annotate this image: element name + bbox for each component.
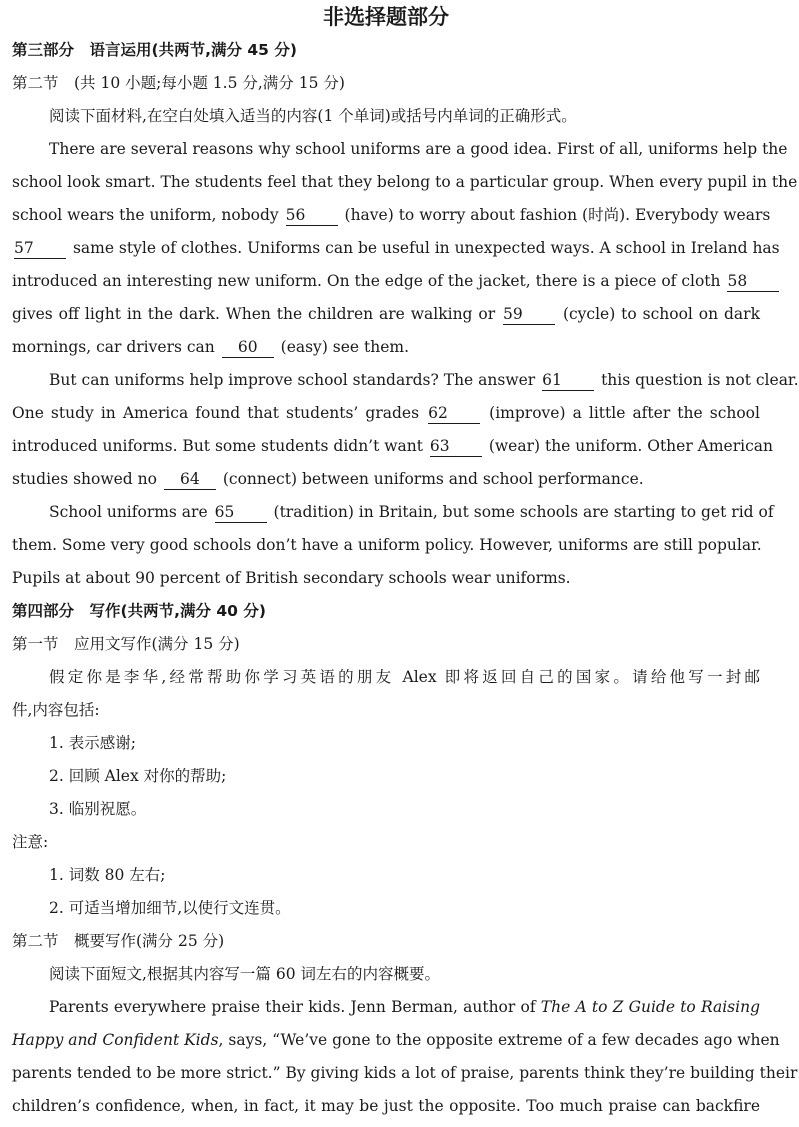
passage1-line	[12, 496, 774, 529]
book-title: The A to Z Guide to Raising	[540, 998, 760, 1016]
line-text: (wear) the uniform. Other American	[488, 437, 773, 455]
passage2-line: parents tended to be more strict.” By giving kids a lot of praise, parents think they’re building their	[12, 1064, 798, 1082]
part3-section2-heading: 第二节 (共 10 小题;每小题 1.5 分,满分 15 分)	[12, 74, 345, 92]
page-title: 非选择题部分	[323, 5, 449, 29]
passage1-line	[12, 298, 760, 331]
line-text: (connect) between uniforms and school performance.	[222, 470, 644, 488]
passage1-line: them. Some very good schools don’t have a uniform policy. However, uniforms are still popular.	[12, 536, 762, 554]
line-text: studies showed no	[12, 470, 157, 488]
passage1-line: There are several reasons why school uniforms are a good idea. First of all, uniforms help the	[49, 140, 788, 158]
blank-57: 57	[14, 238, 66, 259]
part3-instruction: 阅读下面材料,在空白处填入适当的内容(1 个单词)或括号内单词的正确形式。	[49, 107, 577, 125]
blank-65: 65	[215, 502, 267, 523]
line-text: , says, “We’ve gone to the opposite extreme of a few decades ago when	[218, 1031, 780, 1049]
line-text: One study in America found that students’ grades	[12, 404, 420, 422]
note-label: 注意:	[12, 833, 49, 851]
blank-63: 63	[430, 436, 482, 457]
line-text: (easy) see them.	[280, 338, 410, 356]
passage2-line	[12, 1024, 780, 1057]
line-text: (improve) a little after the school	[489, 404, 760, 422]
passage1-line	[12, 265, 760, 298]
line-text: introduced an interesting new uniform. On the edge of the jacket, there is a piece of cloth	[12, 272, 721, 290]
passage1-line	[12, 331, 760, 364]
part4-section2-heading: 第二节 概要写作(满分 25 分)	[12, 932, 225, 950]
blank-56: 56	[286, 205, 338, 226]
blank-61: 61	[542, 370, 594, 391]
prompt-item: 2. 回顾 Alex 对你的帮助;	[49, 767, 227, 785]
line-text: But can uniforms help improve school standards? The answer	[49, 371, 536, 389]
blank-59: 59	[503, 304, 555, 325]
exam-page	[12, 0, 799, 1123]
passage1-line	[12, 232, 780, 265]
line-text: (have) to worry about fashion (时尚). Everybody wears	[344, 206, 771, 224]
blank-64: 64	[164, 469, 216, 490]
line-text: introduced uniforms. But some students didn’t want	[12, 437, 423, 455]
line-text: same style of clothes. Uniforms can be useful in unexpected ways. A school in Ireland has	[72, 239, 780, 257]
note-item: 1. 词数 80 左右;	[49, 866, 166, 884]
passage1-line	[12, 397, 760, 430]
book-title: Happy and Confident Kids	[12, 1031, 219, 1049]
note-item: 2. 可适当增加细节,以使行文连贯。	[49, 899, 291, 917]
prompt-item: 1. 表示感谢;	[49, 734, 136, 752]
blank-58: 58	[727, 271, 779, 292]
passage1-line	[12, 430, 773, 463]
part4-section1-heading: 第一节 应用文写作(满分 15 分)	[12, 635, 240, 653]
passage2-line: children’s confidence, when, in fact, it may be just the opposite. Too much praise can backfire	[12, 1097, 760, 1115]
writing-prompt: 假定你是李华,经常帮助你学习英语的朋友 Alex 即将返回自己的国家。请给他写一封邮	[49, 668, 760, 686]
line-text: gives off light in the dark. When the children are walking or	[12, 305, 496, 323]
part4-heading: 第四部分 写作(共两节,满分 40 分)	[12, 602, 266, 620]
passage1-line: Pupils at about 90 percent of British secondary schools wear uniforms.	[12, 569, 571, 587]
passage2-line	[12, 991, 760, 1024]
line-text: mornings, car drivers can	[12, 338, 215, 356]
line-text: Parents everywhere praise their kids. Jenn Berman, author of	[49, 998, 536, 1016]
passage1-line: school look smart. The students feel that they belong to a particular group. When every pupil in the	[12, 173, 798, 191]
blank-60: 60	[222, 337, 274, 358]
passage1-line	[12, 364, 799, 397]
line-text: this question is not clear.	[601, 371, 799, 389]
passage1-line	[12, 199, 771, 232]
writing-prompt: 件,内容包括:	[12, 701, 100, 719]
line-text: (tradition) in Britain, but some schools are starting to get rid of	[273, 503, 774, 521]
summary-instruction: 阅读下面短文,根据其内容写一篇 60 词左右的内容概要。	[49, 965, 441, 983]
line-text: (cycle) to school on dark	[562, 305, 760, 323]
prompt-item: 3. 临别祝愿。	[49, 800, 147, 818]
blank-62: 62	[428, 403, 480, 424]
passage1-line	[12, 463, 760, 496]
line-text: School uniforms are	[49, 503, 208, 521]
line-text: school wears the uniform, nobody	[12, 206, 279, 224]
part3-heading: 第三部分 语言运用(共两节,满分 45 分)	[12, 41, 297, 59]
